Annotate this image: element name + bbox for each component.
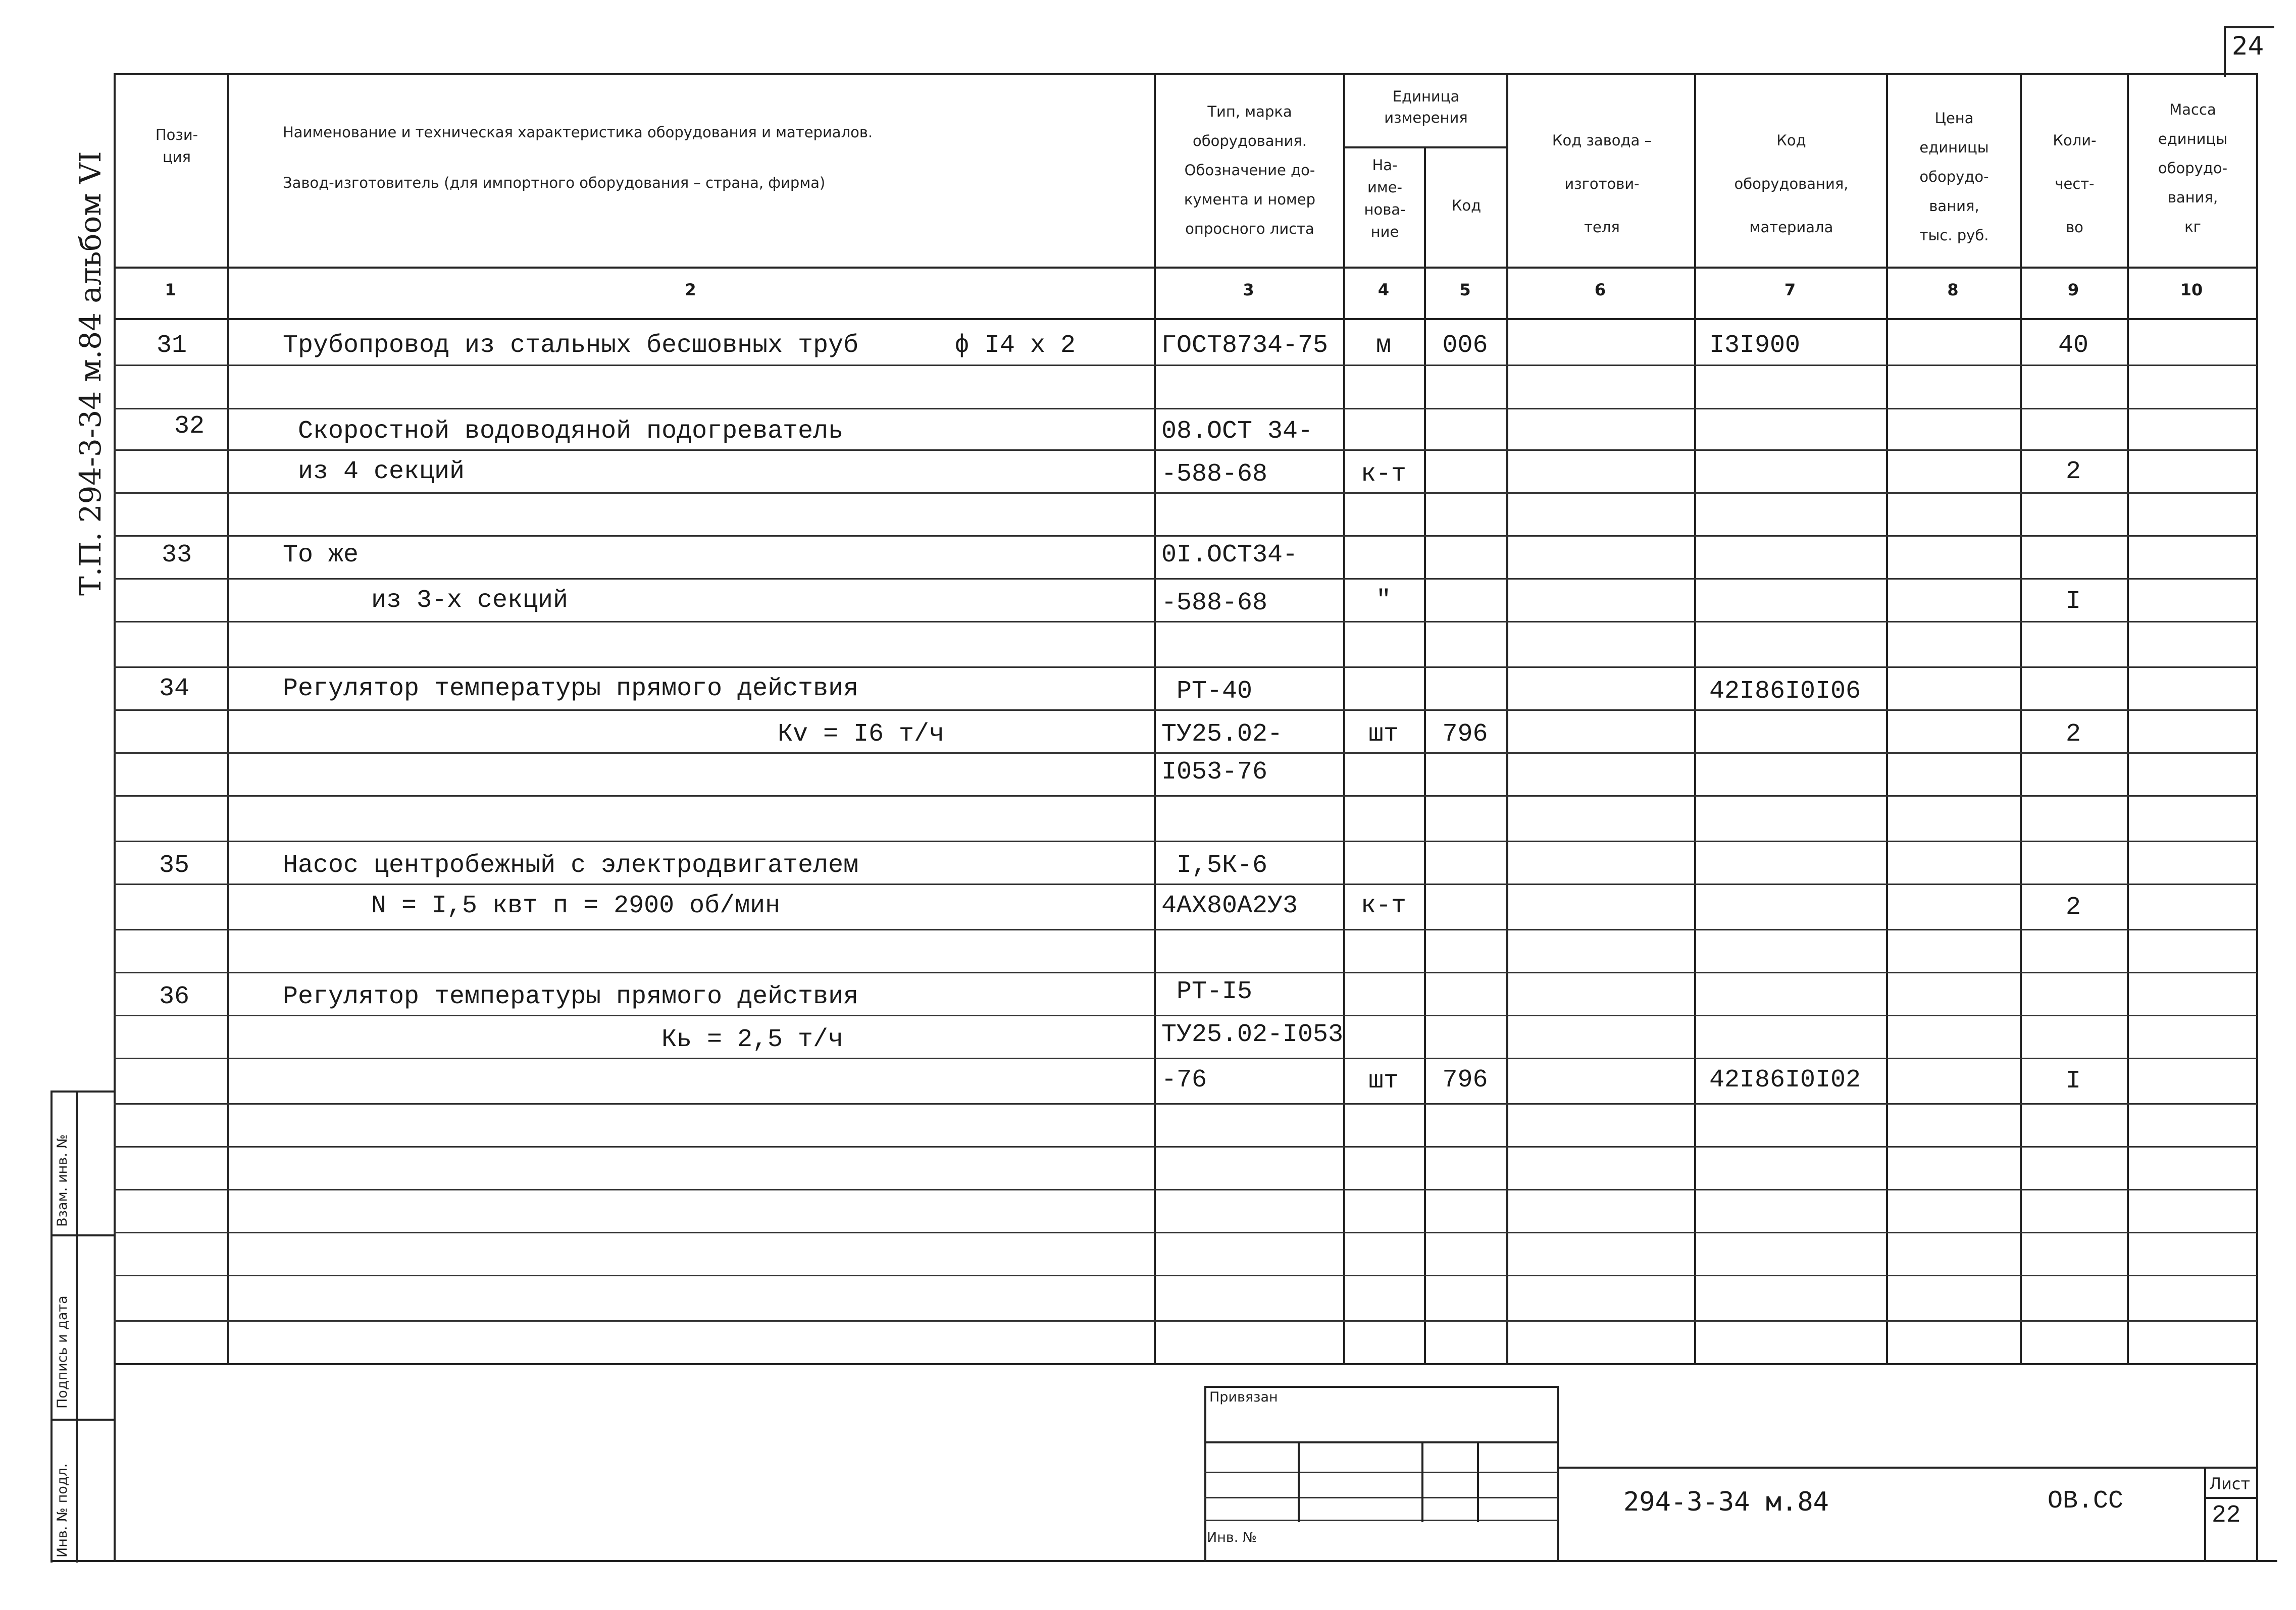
row-unit: шт xyxy=(1368,1067,1399,1096)
row-line xyxy=(114,972,2257,973)
col-divider-9 xyxy=(2127,73,2129,1364)
row-unit: шт xyxy=(1368,720,1399,749)
row-name: Регулятор температуры прямого действия xyxy=(283,674,859,703)
stamp-div-2 xyxy=(50,1419,114,1421)
row-unit: к-т xyxy=(1360,460,1406,489)
header-quantity: Коли- чест- во xyxy=(2053,132,2097,236)
col-divider-6 xyxy=(1694,73,1696,1364)
row-line xyxy=(114,621,2257,622)
col-divider-5 xyxy=(1506,73,1508,1364)
row-doc: -76 xyxy=(1161,1066,1207,1095)
row-line xyxy=(114,795,2257,797)
col-divider-8 xyxy=(2020,73,2022,1364)
sheet-number: 22 xyxy=(2212,1502,2241,1529)
side-title: Т.П. 294-3-34 м.84 альбом VI xyxy=(73,151,108,596)
row-doc: ТУ25.02-I053 xyxy=(1161,1020,1344,1049)
row-line xyxy=(114,1232,2257,1233)
row-quantity: I xyxy=(2065,1067,2081,1096)
row-line xyxy=(114,1320,2257,1322)
col-divider-7 xyxy=(1886,73,1888,1364)
sheet-box-divider xyxy=(2204,1497,2257,1499)
row-doc: РТ-I5 xyxy=(1177,977,1253,1006)
stamp-outer-left xyxy=(50,1090,53,1563)
row-line xyxy=(114,1189,2257,1190)
row-name-extra: ϕ I4 x 2 xyxy=(954,331,1076,360)
footer-box-col1 xyxy=(1298,1441,1300,1522)
row-doc: 0I.ОСТ34- xyxy=(1161,541,1298,569)
row-quantity: 2 xyxy=(2065,720,2081,749)
stamp-div-1 xyxy=(50,1234,114,1236)
row-line xyxy=(114,1058,2257,1059)
footer-box-row4 xyxy=(1204,1520,1558,1521)
table-top-border xyxy=(114,73,2257,75)
header-name-line2: Завод-изготовитель (для импортного оборудования – страна, фирма) xyxy=(283,174,826,191)
row-line xyxy=(114,1275,2257,1276)
sheet-box-left xyxy=(2204,1467,2206,1562)
row-name: Насос центробежный с электродвигателем xyxy=(283,851,859,880)
row-name: То же xyxy=(283,541,359,569)
row-position: 36 xyxy=(159,982,190,1011)
row-line xyxy=(114,666,2257,668)
sheet-right-border xyxy=(2256,73,2258,1562)
title-block-top xyxy=(1557,1467,2257,1469)
row-line xyxy=(114,709,2257,711)
header-type: Тип, марка оборудования. Обозначение до- кумента и номер опросного листа xyxy=(1184,103,1316,237)
header-factory-code: Код завода – изготови- теля xyxy=(1552,132,1652,236)
col-number-4: 4 xyxy=(1377,280,1390,299)
col-number-8: 8 xyxy=(1947,280,1959,299)
row-line xyxy=(114,578,2257,580)
sheet-label: Лист xyxy=(2209,1474,2251,1493)
header-unit-name: На- име- нова- ние xyxy=(1364,157,1406,240)
row-line xyxy=(114,1015,2257,1016)
row-doc: I053-76 xyxy=(1161,758,1268,787)
col-number-6: 6 xyxy=(1594,280,1606,299)
row-unit: к-т xyxy=(1360,892,1406,920)
col-number-2: 2 xyxy=(685,280,696,299)
footer-box-left xyxy=(1204,1386,1206,1562)
row-doc: ТУ25.02- xyxy=(1161,720,1283,749)
row-position: 34 xyxy=(159,674,190,703)
row-doc: -588-68 xyxy=(1161,589,1268,617)
row-name: из 4 секций xyxy=(298,457,465,486)
corner-box-top xyxy=(2224,26,2274,28)
row-unit-code: 796 xyxy=(1442,720,1488,749)
row-position: 35 xyxy=(159,851,190,880)
row-unit: " xyxy=(1375,586,1391,615)
row-name: из 3-х секций xyxy=(371,586,569,615)
col-number-10: 10 xyxy=(2180,280,2203,299)
header-name-line1: Наименование и техническая характеристика оборудования и материалов. xyxy=(283,124,873,141)
row-unit: м xyxy=(1375,331,1391,360)
row-line xyxy=(114,449,2257,451)
stamp-inner-line xyxy=(76,1090,78,1563)
header-mass: Масса единицы оборудо- вания, кг xyxy=(2158,101,2228,235)
row-doc: 4АХ80А2У3 xyxy=(1161,892,1298,920)
row-quantity: I xyxy=(2065,587,2081,616)
col-divider-2 xyxy=(1154,73,1156,1364)
row-line xyxy=(114,841,2257,842)
row-equipment-code: I3I900 xyxy=(1709,331,1801,360)
row-line xyxy=(114,929,2257,930)
row-equipment-code: 42I86I0I02 xyxy=(1709,1066,1861,1095)
stamp-label-sign: Подпись и дата xyxy=(55,1295,70,1409)
footer-box-top xyxy=(1204,1386,1558,1388)
row-name: Кv = I6 т/ч xyxy=(778,720,945,749)
row-name: Трубопровод из стальных бесшовных труб xyxy=(283,331,859,360)
row-doc: РТ-40 xyxy=(1177,677,1253,706)
header-equipment-code: Код оборудования, материала xyxy=(1734,132,1849,236)
stamp-top xyxy=(50,1090,114,1093)
bound-label: Привязан xyxy=(1209,1389,1278,1405)
footer-box-row2 xyxy=(1204,1472,1558,1473)
footer-box-row1 xyxy=(1204,1441,1558,1443)
row-position: 31 xyxy=(157,331,187,360)
row-line xyxy=(114,884,2257,885)
sheet-bottom-border xyxy=(50,1560,2277,1562)
row-line xyxy=(114,492,2257,494)
row-quantity: 2 xyxy=(2065,457,2081,486)
row-line xyxy=(114,408,2257,409)
footer-box-row3 xyxy=(1204,1497,1558,1498)
col-divider-1 xyxy=(227,73,229,1364)
row-unit-code: 006 xyxy=(1442,331,1488,360)
row-position: 32 xyxy=(174,412,205,441)
row-equipment-code: 42I86I0I06 xyxy=(1709,677,1861,706)
row-line xyxy=(114,365,2257,366)
footer-box-col2 xyxy=(1421,1441,1423,1522)
col-number-9: 9 xyxy=(2067,280,2079,299)
row-name: Регулятор температуры прямого действия xyxy=(283,982,859,1011)
row-doc: ГОСТ8734-75 xyxy=(1161,331,1329,360)
header-bottom-border xyxy=(114,267,2257,269)
footer-box-right xyxy=(1557,1386,1559,1562)
document-code: ОВ.СС xyxy=(2048,1487,2124,1516)
header-position: Пози- ция xyxy=(155,126,198,166)
table-bottom-border xyxy=(114,1363,2257,1365)
header-price: Цена единицы оборудо- вания, тыс. руб. xyxy=(1919,110,1989,244)
row-doc: -588-68 xyxy=(1161,460,1268,489)
unit-header-divider xyxy=(1343,146,1507,148)
row-line xyxy=(114,535,2257,537)
row-doc: 08.ОСТ 34- xyxy=(1161,417,1313,446)
row-name: Кь = 2,5 т/ч xyxy=(661,1025,844,1054)
footer-box-col3 xyxy=(1477,1441,1479,1522)
col-number-1: 1 xyxy=(165,280,176,299)
row-quantity: 2 xyxy=(2065,893,2081,922)
header-unit-code: Код xyxy=(1451,197,1482,214)
page-corner-number: 24 xyxy=(2232,31,2264,61)
col-divider-3 xyxy=(1343,73,1345,1364)
row-name: N = I,5 квт п = 2900 об/мин xyxy=(371,892,781,920)
col-number-7: 7 xyxy=(1784,280,1796,299)
inventory-label: Инв. № xyxy=(1207,1530,1257,1545)
row-doc: I,5К-6 xyxy=(1177,851,1268,880)
col-number-3: 3 xyxy=(1243,280,1254,299)
row-name: Скоростной водоводяной подогреватель xyxy=(298,417,844,446)
row-line xyxy=(114,1103,2257,1105)
document-number: 294-3-34 м.84 xyxy=(1623,1487,1829,1517)
row-quantity: 40 xyxy=(2058,331,2088,360)
row-line xyxy=(114,1146,2257,1148)
col-divider-4 xyxy=(1424,146,1426,1364)
stamp-label-inv: Инв. № подл. xyxy=(55,1463,70,1557)
row-unit-code: 796 xyxy=(1442,1066,1488,1095)
stamp-label-replace: Взам. инв. № xyxy=(55,1134,70,1227)
corner-box-left xyxy=(2224,26,2226,77)
numbers-row-bottom xyxy=(114,318,2257,320)
row-line xyxy=(114,752,2257,754)
header-unit: Единица измерения xyxy=(1384,88,1468,126)
col-number-5: 5 xyxy=(1459,280,1471,299)
row-position: 33 xyxy=(162,541,192,569)
